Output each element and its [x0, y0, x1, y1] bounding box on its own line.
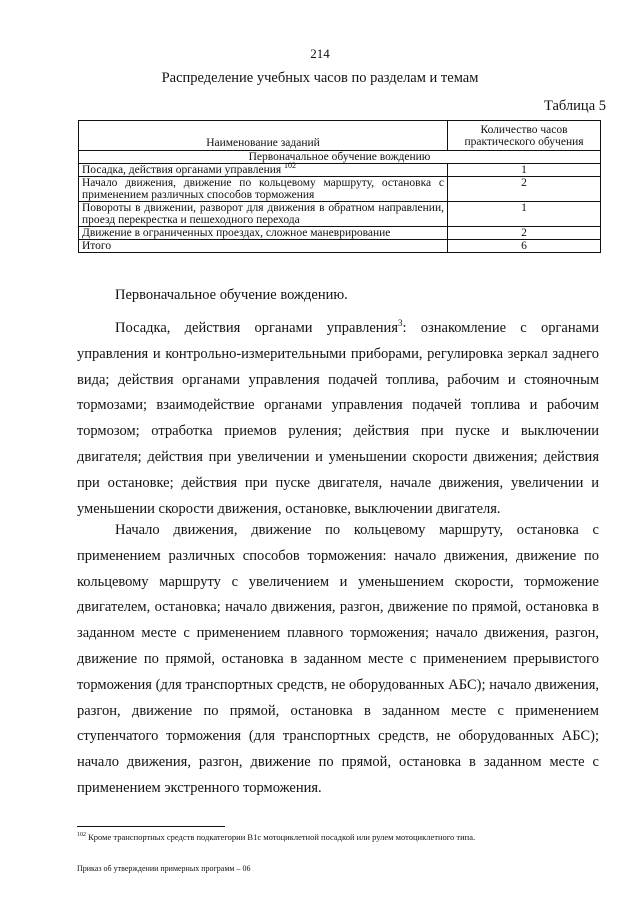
task-name-cell: Повороты в движении, разворот для движения в обратном направлении, проезд перекрестка и пешеходного перехода	[79, 202, 448, 227]
hours-table	[78, 120, 601, 253]
total-label-cell: Итого	[79, 240, 448, 253]
task-hours-cell: 1	[448, 164, 601, 177]
order-note: Приказ об утверждении примерных программ – 06	[77, 864, 251, 873]
table-row	[79, 177, 601, 202]
footnote-mark: 102	[284, 161, 297, 171]
table-section-row	[79, 151, 601, 164]
total-hours-cell: 6	[448, 240, 601, 253]
footnote-mark: 102	[77, 832, 86, 839]
document-title: Распределение учебных часов по разделам и темам	[161, 70, 479, 86]
header-task-name: Наименование заданий	[79, 121, 448, 151]
page-number: 214	[310, 46, 330, 61]
paragraph-text: : ознакомление с органами управления и контрольно-измерительными приборами, регулировка зеркал заднего вида; действия органами управления подачей топлива, рабочим и стояночным тормозами; взаимодействие органами управления подачей топлива и рабочим тормозом; отработка приемов руления; действия при пуске и выключении двигателя; действия при увеличении и уменьшении скорости движения; действия при остановке; действия при пуске двигателя, начале движения, увеличении и уменьшении скорости движения, остановке, выключении двигателя.	[77, 320, 599, 517]
paragraph-start-movement	[77, 518, 599, 802]
footnote-text: Кроме транспортных средств подкатегории В1с мотоциклетной посадкой или рулем мотоциклетного типа.	[86, 832, 476, 842]
footnote-mark: 3	[398, 318, 403, 329]
table-row	[79, 202, 601, 227]
header-practical-hours: Количество часов практического обучения	[448, 121, 601, 151]
footnote-divider	[77, 826, 225, 827]
task-name-cell: Движение в ограниченных проездах, сложное маневрирование	[79, 227, 448, 240]
task-hours-cell: 2	[448, 177, 601, 202]
paragraph-seating-controls	[77, 316, 599, 522]
table-row	[79, 164, 601, 177]
task-name-cell: Начало движения, движение по кольцевому маршруту, остановка с применением различных способов торможения	[79, 177, 448, 202]
task-hours-cell: 1	[448, 202, 601, 227]
table-header-row	[79, 121, 601, 151]
task-hours-cell: 2	[448, 227, 601, 240]
footnote	[77, 832, 607, 842]
task-name-cell	[79, 161, 448, 177]
table-section-title: Первоначальное обучение вождению	[79, 151, 601, 164]
table-total-row	[79, 240, 601, 253]
paragraph-lead: Посадка, действия органами управления	[115, 320, 398, 336]
section-heading: Первоначальное обучение вождению.	[115, 287, 348, 303]
task-name: Посадка, действия органами управления	[82, 164, 282, 176]
paragraph-text: Начало движения, движение по кольцевому маршруту, остановка с применением различных способов торможения: начало движения, движение по кольцевому маршруту с увеличением и уменьшением скорости, торможение двигателем, остановка; начало движения, разгон, движение по прямой, остановка в заданном месте с применением плавного торможения; начало движения, разгон, движение по прямой, остановка в заданном месте с применением прерывистого торможения (для транспортных средств, не оборудованных АБС); начало движения, разгон, движение по прямой, остановка в заданном месте с применением ступенчатого торможения (для транспортных средств, не оборудованных АБС); начало движения, разгон, движение по прямой, остановка в заданном месте с применением экстренного торможения.	[77, 522, 599, 796]
table-label: Таблица 5	[543, 98, 606, 114]
table-row	[79, 227, 601, 240]
